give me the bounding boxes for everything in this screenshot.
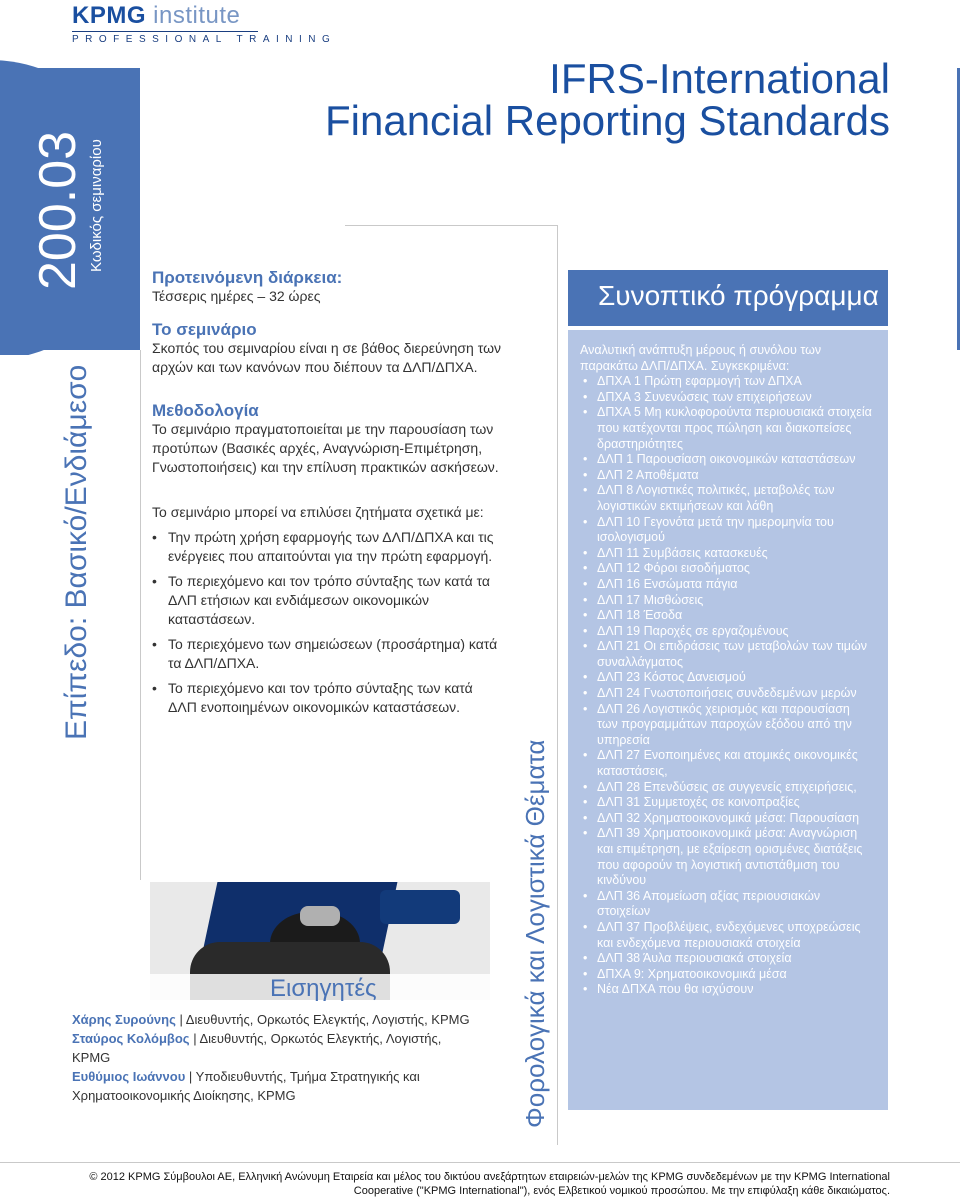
list-item: • ΔΛΠ 39 Χρηματοοικονομικά μέσα: Αναγνώριση και επιμέτρηση, με εξαίρεση ορισμένες διατάξεις που αφορούν τη λογιστική αντιστάθμιση του κινδύνου: [580, 826, 872, 888]
seminar-code: 200.03: [29, 130, 87, 290]
list-item: • Το περιεχόμενο και τον τρόπο σύνταξης των κατά ΔΛΠ ενοποιημένων οικονομικών καταστάσεων.: [152, 679, 502, 717]
speaker-name: Ευθύμιος Ιωάννου: [72, 1069, 186, 1084]
footer-divider: [0, 1162, 960, 1163]
program-heading: Συνοπτικό πρόγραμμα: [598, 280, 879, 311]
program-list: [580, 374, 872, 998]
list-item: • ΔΠΧΑ 3 Συνενώσεις των επιχειρήσεων: [580, 390, 872, 406]
program-header: [568, 270, 888, 326]
speaker-role: Υποδιευθυντής, Τμήμα Στρατηγικής και Χρηματοοικονομικής Διοίκησης, KPMG: [72, 1069, 420, 1103]
speaker-item: Χάρης Συρούνης | Διευθυντής, Ορκωτός Ελεγκτής, Λογιστής, KPMG: [72, 1012, 470, 1027]
seminar-text: Σκοπός του σεμιναρίου είναι η σε βάθος διερεύνηση των αρχών και των κανόνων που διέπουν τα ΔΛΠ/ΔΠΧΑ.: [152, 340, 501, 375]
footer-line2: Cooperative ("KPMG International"), ενός Ελβετικού νομικού προσώπου. Με την επιφύλαξη κάθε δικαιώματος.: [353, 1185, 890, 1197]
list-item: • ΔΛΠ 27 Ενοποιημένες και ατομικές οικονομικές καταστάσεις,: [580, 748, 872, 779]
list-item: • ΔΛΠ 23 Κόστος Δανεισμού: [580, 670, 872, 686]
seminar-code-label: Κωδικός σεμιναρίου: [88, 139, 105, 272]
list-item: • ΔΛΠ 1 Παρουσίαση οικονομικών καταστάσεων: [580, 452, 872, 468]
list-item: • ΔΛΠ 37 Προβλέψεις, ενδεχόμενες υποχρεώσεις και ενδεχόμενα περιουσιακά στοιχεία: [580, 920, 872, 951]
speaker-name: Σταύρος Κολόμβος: [72, 1031, 190, 1046]
list-item: • ΔΛΠ 18 Έσοδα: [580, 608, 872, 624]
category-label: Φορολογικά και Λογιστικά Θέματα: [520, 739, 550, 1128]
list-item: • ΔΛΠ 11 Συμβάσεις κατασκευές: [580, 546, 872, 562]
speaker-item: Ευθύμιος Ιωάννου | Υποδιευθυντής, Τμήμα Στρατηγικής και Χρηματοοικονομικής Διοίκησης, KPMG: [72, 1069, 420, 1103]
logo-subtitle: PROFESSIONAL TRAINING: [72, 34, 337, 45]
list-item: • ΔΛΠ 28 Επενδύσεις σε συγγενείς επιχειρήσεις,: [580, 780, 872, 796]
speakers-heading: Εισηγητές: [270, 975, 377, 1002]
page-title: [325, 55, 890, 144]
speaker-role: Διευθυντής, Ορκωτός Ελεγκτής, Λογιστής, KPMG: [72, 1031, 442, 1065]
methodology-heading: Μεθοδολογία: [152, 401, 259, 420]
methodology-list: [152, 528, 502, 717]
seminar-level: Επίπεδο: Βασικό/Ενδιάμεσο: [60, 364, 93, 740]
list-item: • ΔΛΠ 36 Απομείωση αξίας περιουσιακών στοιχείων: [580, 889, 872, 920]
divider-line-left: [140, 350, 141, 880]
seminar-heading: Το σεμινάριο: [152, 320, 257, 339]
program-content: [580, 343, 872, 998]
divider-line: [557, 225, 558, 1145]
speaker-name: Χάρης Συρούνης: [72, 1012, 176, 1027]
list-item: • ΔΛΠ 17 Μισθώσεις: [580, 593, 872, 609]
divider-line-top: [345, 225, 557, 226]
page-title-line2: Financial Reporting Standards: [325, 97, 890, 144]
duration-text: Τέσσερις ημέρες – 32 ώρες: [152, 288, 321, 304]
methodology-text: Το σεμινάριο πραγματοποιείται με την παρουσίαση των προτύπων (Βασικές αρχές, Αναγνώριση-Επιμέτρηση, Γνωστοποιήσεις) και την επίλυση πρακτικών ασκήσεων.: [152, 421, 499, 475]
logo-wordmark: [72, 2, 336, 30]
speaker-role: Διευθυντής, Ορκωτός Ελεγκτής, Λογιστής, KPMG: [185, 1012, 470, 1027]
list-item: • ΔΛΠ 38 Άυλα περιουσιακά στοιχεία: [580, 951, 872, 967]
list-item: • ΔΛΠ 12 Φόροι εισοδήματος: [580, 561, 872, 577]
logo-suffix: institute: [153, 2, 241, 29]
list-item: • Την πρώτη χρήση εφαρμογής των ΔΛΠ/ΔΠΧΑ και τις ενέργειες που απαιτούνται για την πρώτη εφαρμογή.: [152, 528, 502, 566]
list-item: • ΔΠΧΑ 1 Πρώτη εφαρμογή των ΔΠΧΑ: [580, 374, 872, 390]
list-item: • ΔΠΧΑ 5 Μη κυκλοφορούντα περιουσιακά στοιχεία που κατέχονται προς πώληση και διακοπείσες δραστηριότητες: [580, 405, 872, 452]
list-item: • ΔΛΠ 16 Ενσώματα πάγια: [580, 577, 872, 593]
speakers-list: [72, 1010, 472, 1105]
list-item: • ΔΠΧΑ 9: Χρηματοοικονομικά μέσα: [580, 967, 872, 983]
list-item: • ΔΛΠ 26 Λογιστικός χειρισμός και παρουσίαση των προγραμμάτων παροχών εξόδου από την υπηρεσία: [580, 702, 872, 749]
page-title-line1: IFRS-International: [549, 55, 890, 102]
list-item: • Το περιεχόμενο και τον τρόπο σύνταξης των κατά τα ΔΛΠ ετήσιων και ενδιάμεσων οικονομικών καταστάσεων.: [152, 572, 502, 629]
footer-line1: © 2012 KPMG Σύμβουλοι ΑΕ, Ελληνική Ανώνυμη Εταιρεία και μέλος του δικτύου ανεξάρτητων εταιρειών-μελών της KPMG συνδεδεμένων με την KPMG International: [89, 1171, 890, 1183]
list-item: • ΔΛΠ 24 Γνωστοποιήσεις συνδεδεμένων μερών: [580, 686, 872, 702]
list-item: • Το περιεχόμενο των σημειώσεων (προσάρτημα) κατά τα ΔΛΠ/ΔΠΧΑ.: [152, 635, 502, 673]
footer: [60, 1170, 890, 1198]
methodology-intro: Το σεμινάριο μπορεί να επιλύσει ζητήματα σχετικά με:: [152, 504, 484, 520]
list-item: • ΔΛΠ 21 Οι επιδράσεις των μεταβολών των τιμών συναλλάγματος: [580, 639, 872, 670]
list-item: • ΔΛΠ 10 Γεγονότα μετά την ημερομηνία του ισολογισμού: [580, 515, 872, 546]
list-item: • ΔΛΠ 2 Αποθέματα: [580, 468, 872, 484]
duration-heading: Προτεινόμενη διάρκεια:: [152, 268, 343, 287]
logo-divider: [72, 31, 258, 32]
logo-brand: KPMG: [72, 2, 146, 29]
speaker-item: Σταύρος Κολόμβος | Διευθυντής, Ορκωτός Ελεγκτής, Λογιστής, KPMG: [72, 1031, 442, 1065]
list-item: • ΔΛΠ 31 Συμμετοχές σε κοινοπραξίες: [580, 795, 872, 811]
list-item: • Νέα ΔΠΧΑ που θα ισχύσουν: [580, 982, 872, 998]
list-item: • ΔΛΠ 32 Χρηματοοικονομικά μέσα: Παρουσίαση: [580, 811, 872, 827]
kpmg-logo: [72, 2, 336, 45]
seminar-info: [152, 268, 502, 723]
list-item: • ΔΛΠ 8 Λογιστικές πολιτικές, μεταβολές των λογιστικών εκτιμήσεων και λάθη: [580, 483, 872, 514]
list-item: • ΔΛΠ 19 Παροχές σε εργαζομένους: [580, 624, 872, 640]
program-intro: Αναλυτική ανάπτυξη μέρους ή συνόλου των παρακάτω ΔΛΠ/ΔΠΧΑ. Συγκεκριμένα:: [580, 343, 822, 373]
